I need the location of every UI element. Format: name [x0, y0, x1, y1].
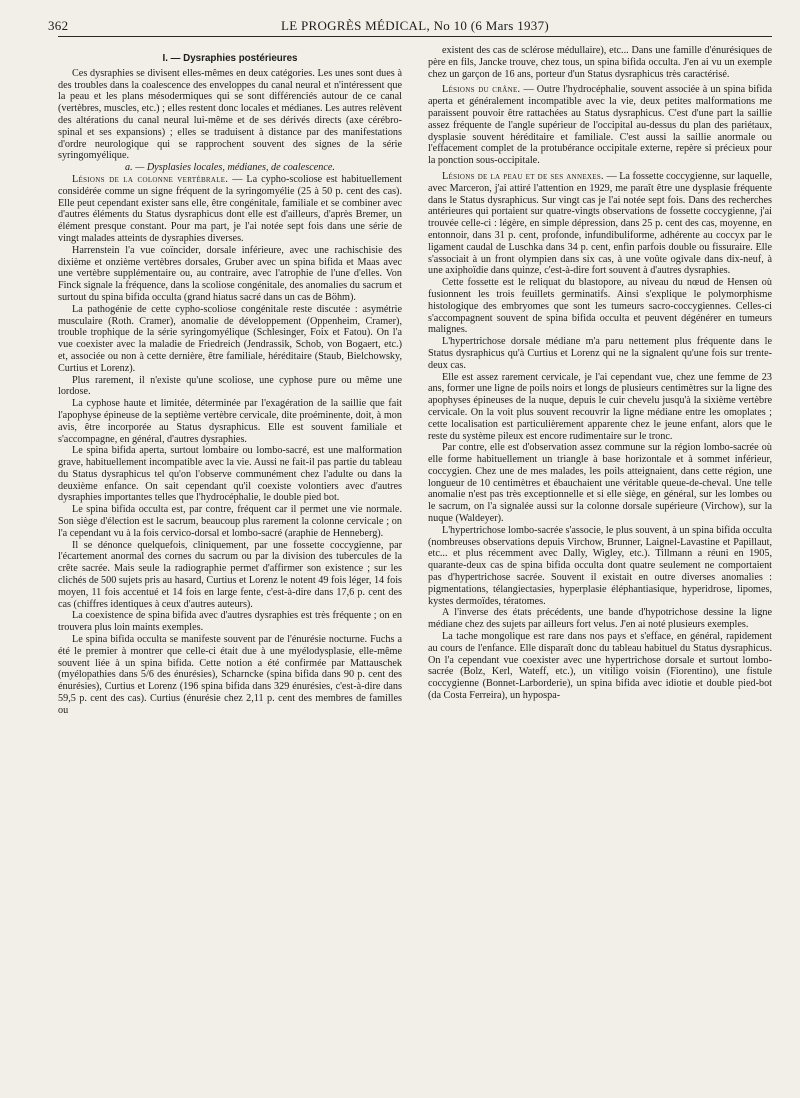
intro-paragraph: Ces dysraphies se divisent elles-mêmes en deux catégories. Les unes sont dues à des troubles dans la coalescence des enveloppes du canal neural et n'intéressent que la peau et les plans mésodermiques qui se sont différenciés autour de ce canal (vertèbres, muscles, etc.) ; elles restent donc locales et médianes. Les autres relèvent des altérations du canal neural lui-même et de ses dérivés directs (axe cérébro-spinal et ses expansions) ; elles se traduisent à distance par des manifestations d'ordre neurologique qui se rapprochent souvent des signes de la série syringomyélique.: [58, 67, 402, 162]
paragraph-spine: [58, 174, 402, 245]
paragraph: L'hypertrichose lombo-sacrée s'associe, le plus souvent, à un spina bifida occulta (nombreuses observations depuis Virchow, Brunner, Laignel-Lavastine et Papillaut, etc... et plus récemment avec Dally, Wigley, etc.). Tillmann a réuni en 1905, quarante-deux cas de spina bifida occulta dont quatre seulement ne comportaient pas d'hypertrichose sacrée. Souvent il existait en outre diverses anomalies : pigmentations, télangiectasies, hyperplasie éléphantiasique, hyperidrose, lipomes, kystes dermoïdes, tératomes.: [428, 524, 772, 607]
running-title: LE PROGRÈS MÉDICAL, No 10 (6 Mars 1937): [280, 18, 550, 33]
paragraph-text: — La cypho-scoliose est habituellement considérée comme un signe fréquent de la syringomyélie (25 à 50 p. cent des cas). Elle peut cependant exister sans elle, être congénitale, familiale et se combiner avec d'autres éléments du Status dysraphicus dont elle est d'ailleurs, d'après Bremer, un élément presque constant. Pour ma part, je l'ai notée sept fois dans une série de vingt malades atteints de dysraphies diverses.: [58, 173, 402, 244]
paragraph-skin: [428, 171, 772, 277]
paragraph-lead: Lésions de la peau et de ses annexes.: [442, 170, 604, 182]
subsection-title: a. — Dysplasies locales, médianes, de coalescence.: [125, 162, 335, 174]
paragraph: Par contre, elle est d'observation assez commune sur la région lombo-sacrée où elle forme habituellement un triangle à base horizontale et à sommet inférieur, coccygien. Chez une de mes malades, les poils atteignaient, dans cette région, une longueur de 10 centimètres et ébauchaient une véritable queue-de-cheval. Une telle anomalie n'est pas très exceptionnelle et si elle siège, en général, sur les lombes ou le sacrum, on l'a signalée aussi sur la colonne dorsale supérieure (Virchow), sur la nuque (Waldeyer).: [428, 442, 772, 525]
paragraph: Le spina bifida occulta se manifeste souvent par de l'énurésie nocturne. Fuchs a été le premier à montrer que celle-ci était due à une myélodysplasie, elle-même souvent liée à un spina bifida. Cette notion a été confirmée par Mattauschek (myélopathies dans 5/6 des énurésies), Scharncke (spina bifida dans 90 p. cent des énurésies), Curtius et Lorenz (196 spina bifida dans 329 énurésies, c'est-à-dire dans 59,5 p. cent des cas). Curtius (énurésie chez 2,11 p. cent des membres de familles ou: [58, 634, 402, 716]
paragraph: existent des cas de sclérose médullaire), etc... Dans une famille d'énurésiques de père en fils, Jancke trouve, chez tous, un spina bifida occulta. J'en ai vu un exemple chez un garçon de 16 ans, porteur d'un Status dysraphicus très caractérisé.: [428, 45, 772, 80]
paragraph: L'hypertrichose dorsale médiane m'a paru nettement plus fréquente dans le Status dysraphicus qu'à Curtius et Lorenz qui ne la signalent qu'une fois sur trente-deux cas.: [428, 336, 772, 371]
paragraph: Le spina bifida occulta est, par contre, fréquent car il permet une vie normale. Son siège d'élection est le sacrum, beaucoup plus rarement la colonne cervicale ; on l'a cependant vu à la fois cervico-dorsal et lombo-sacré (araphie de Henneberg).: [58, 504, 402, 539]
paragraph: Cette fossette est le reliquat du blastopore, au niveau du nœud de Hensen où fusionnent les trois feuillets germinatifs. Ainsi s'explique le polymorphisme histologique des embryomes que sont les tumeurs sacro-coccygiennes. Celles-ci s'accompagnent souvent de spina bifida occulta et peuvent dégénérer en tumeurs malignes.: [428, 277, 772, 336]
paragraph: La cyphose haute et limitée, déterminée par l'exagération de la saillie que fait l'apophyse épineuse de la septième vertèbre cervicale, dite proéminente, doit, à mon avis, être incorporée au Status dysraphicus. Elle est souvent familiale et s'accompagne, en général, d'autres dysraphies.: [58, 398, 402, 445]
two-column-body: [58, 45, 772, 717]
right-column: [428, 45, 772, 717]
paragraph: La tache mongolique est rare dans nos pays et s'efface, en général, rapidement au cours de l'enfance. Elle disparaît donc du tableau habituel du Status dysraphicus. On l'a cependant vue coexister avec une hypertrichose dorsale et surtout lombo-sacrée (Bolz, Kerl, Wateff, etc.), un vitiligo voisin (Fiorentino), une fistule coccygienne (Bonnet-Larborderie), un spina bifida avec idiotie et double pied-bot (da Costa Ferreira), un hypospa-: [428, 631, 772, 702]
paragraph-text: — Outre l'hydrocéphalie, souvent associée à un spina bifida aperta et généralement incompatible avec la vie, deux petites malformations me paraissent pouvoir être rattachées au Status dysraphicus. C'est d'une part la saillie assez fréquente de l'angle supérieur de l'occipital au-dessus du plan des pariétaux, dysplasie souvent héréditaire et familiale. C'est aussi la saillie anormale ou l'effacement complet de la protubérance occipitale externe, repère si précieux pour la ponction sous-occipitale.: [428, 84, 772, 167]
section-title: I. — Dysraphies postérieures: [162, 53, 298, 64]
paragraph-skull: [428, 84, 772, 167]
paragraph-lead: Lésions du crâne.: [442, 84, 521, 96]
paragraph: La coexistence de spina bifida avec d'autres dysraphies est très fréquente ; on en trouvera plus loin maints exemples.: [58, 610, 402, 634]
paragraph-lead: Lésions de la colonne vertébrale.: [72, 173, 229, 185]
left-column: [58, 45, 402, 717]
page-number: 362: [48, 18, 69, 33]
paragraph: La pathogénie de cette cypho-scoliose congénitale reste discutée : asymétrie musculaire (Roth. Cramer), anomalie de développement (Oppenheim, Cramer), trouble trophique de la série syringomyélique (Schlesinger, Foix et Fatou). On l'a vue coexister avec la maladie de Friedreich (Jendrassik, Schob, von Bogaert, etc.) et, associée ou non à cette dernière, être familiale, héréditaire (Staub, Bielchowsky, Curtius et Lorenz).: [58, 303, 402, 374]
paragraph-text: — La fossette coccygienne, sur laquelle, avec Marceron, j'ai attiré l'attention en 1929, me paraît être une dysplasie fréquente dans le Status dysraphicus. Sur vingt cas je l'ai notée sept fois. Dans des recherches antérieures qui portaient sur quatre-vingts observations de fossette coccygienne, j'ai trouvée celle-ci : légère, en simple dépression, dans 25 p. cent des cas, moyenne, en entonnoir, dans 31 p. cent, profonde, infundibuliforme, adhérente au coccyx par le ligament caudal de Luschka dans 34 p. cent, enfin parfois double ou fissuraire. Elle s'associait à un front olympien dans six cas, à une voûte ogivale dans dix-neuf, à une axiphoïdie dans quinze, c'est-à-dire fort souvent à d'autres dysraphies.: [428, 170, 772, 277]
paragraph: Elle est assez rarement cervicale, je l'ai cependant vue, chez une femme de 23 ans, former une ligne de poils noirs et longs de plusieurs centimètres sur la ligne des apophyses épineuses de la nuque, depuis le cuir chevelu jusqu'à la sixième vertèbre cervicale. On la voit plus souvent recouvrir la ligne médiane entre les omoplates ; cette localisation est particulièrement apparente chez le jeune enfant, alors que le reste du système pileux est encore rudimentaire sur le tronc.: [428, 371, 772, 442]
paragraph: Le spina bifida aperta, surtout lombaire ou lombo-sacré, est une malformation grave, habituellement incompatible avec la vie. Aussi ne fait-il pas partie du tableau du Status dysraphicus tel qu'on l'observe communément chez l'adulte ou dans la deuxième enfance. On sait cependant qu'il coexiste volontiers avec d'autres dysraphies importantes telles que l'hydrocéphalie, le double pied bot.: [58, 445, 402, 504]
paragraph: A l'inverse des états précédents, une bande d'hypotrichose dessine la ligne médiane chez des sujets par ailleurs fort velus. J'en ai noté plusieurs exemples.: [428, 607, 772, 631]
paragraph: Harrenstein l'a vue coïncider, dorsale inférieure, avec une rachischisie des dixième et onzième vertèbres dorsales, Gruber avec un spina bifida et Maas avec une vertèbre supplémentaire ou, au contraire, avec l'atrophie de l'une d'elles. Von Finck signale la fréquence, dans la scoliose congénitale, des anomalies du sacrum et surtout du spina bifida occulta (grand hiatus sacré dans un cas de Böhm).: [58, 244, 402, 303]
running-header: [48, 14, 772, 37]
paragraph: Il se dénonce quelquefois, cliniquement, par une fossette coccygienne, par l'écartement anormal des cornes du sacrum ou par la division des tubercules de la crête sacrée. Mais seule la radiographie permet d'affirmer son existence ; sur les clichés de 500 sujets pris au hasard, Curtius et Lorenz le notent 49 fois léger, 14 fois moyen, 11 fois accentué et 14 fois en large fente, c'est-à-dire dans 17,6 p. cent des cas (chiffres identiques à ceux d'autres auteurs).: [58, 539, 402, 610]
paragraph: Plus rarement, il n'existe qu'une scoliose, une cyphose pure ou même une lordose.: [58, 374, 402, 398]
